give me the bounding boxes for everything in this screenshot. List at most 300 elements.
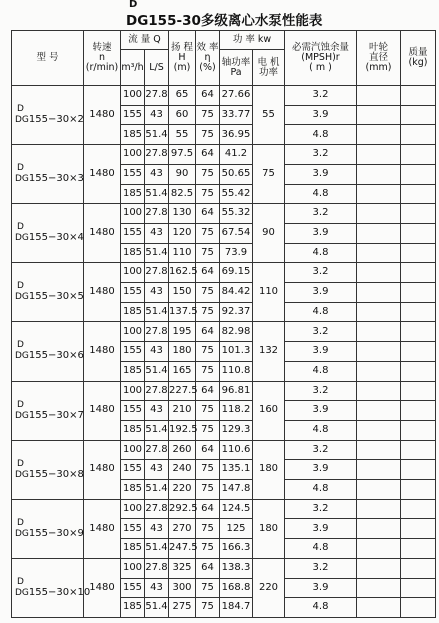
flow-m3h-cell: 185	[121, 302, 145, 322]
mass-cell	[401, 342, 436, 362]
flow-m3h-cell: 100	[121, 86, 145, 106]
shaft-power-cell: 110.8	[220, 361, 253, 381]
speed-cell: 1480	[84, 86, 121, 145]
table-row	[12, 381, 436, 401]
model-number: 155−30×2	[28, 114, 84, 126]
flow-m3h-cell: 185	[121, 598, 145, 618]
shaft-power-cell: 41.2	[220, 145, 253, 165]
flow-m3h-cell: 100	[121, 322, 145, 342]
head-cell: 260	[169, 440, 196, 460]
model-cell	[12, 145, 84, 204]
mass-cell	[401, 125, 436, 145]
npsh-cell: 4.8	[285, 420, 357, 440]
efficiency-cell: 75	[196, 164, 220, 184]
flow-m3h-cell: 155	[121, 401, 145, 421]
npsh-cell: 3.2	[285, 499, 357, 519]
head-cell: 195	[169, 322, 196, 342]
header-speed: 转速 n (r/min)	[84, 31, 121, 86]
flow-m3h-cell: 185	[121, 480, 145, 500]
impeller-cell	[357, 460, 401, 480]
mass-cell	[401, 302, 436, 322]
head-cell: 247.5	[169, 539, 196, 559]
mass-cell	[401, 499, 436, 519]
flow-m3h-cell: 155	[121, 460, 145, 480]
npsh-cell: 3.9	[285, 460, 357, 480]
efficiency-cell: 75	[196, 302, 220, 322]
table-row	[12, 263, 436, 283]
motor-power-cell: 110	[253, 263, 285, 322]
head-cell: 325	[169, 558, 196, 578]
motor-power-cell: 220	[253, 558, 285, 617]
efficiency-cell: 75	[196, 342, 220, 362]
impeller-cell	[357, 263, 401, 283]
head-cell: 270	[169, 519, 196, 539]
impeller-cell	[357, 480, 401, 500]
speed-cell: 1480	[84, 381, 121, 440]
shaft-power-cell: 67.54	[220, 223, 253, 243]
header-flow-ls: L/S	[145, 50, 169, 86]
flow-m3h-cell: 155	[121, 105, 145, 125]
mass-cell	[401, 381, 436, 401]
mass-cell	[401, 184, 436, 204]
flow-m3h-cell: 185	[121, 125, 145, 145]
title-superscript: D	[129, 0, 138, 10]
impeller-cell	[357, 302, 401, 322]
npsh-cell: 3.9	[285, 164, 357, 184]
table-row	[12, 322, 436, 342]
shaft-power-cell: 118.2	[220, 401, 253, 421]
npsh-cell: 4.8	[285, 243, 357, 263]
efficiency-cell: 64	[196, 322, 220, 342]
efficiency-cell: 75	[196, 125, 220, 145]
model-number: 155−30×6	[28, 350, 84, 362]
mass-cell	[401, 86, 436, 106]
impeller-cell	[357, 539, 401, 559]
model-cell	[12, 440, 84, 499]
model-prefix-d: D	[17, 340, 24, 351]
head-cell: 220	[169, 480, 196, 500]
model-prefix-d: D	[17, 104, 24, 115]
header-impeller: 叶轮 直径 (mm)	[357, 31, 401, 86]
model-cell	[12, 204, 84, 263]
model-prefix-d: D	[17, 281, 24, 292]
efficiency-cell: 75	[196, 480, 220, 500]
motor-power-cell: 132	[253, 322, 285, 381]
model-name	[15, 350, 83, 362]
head-cell: 192.5	[169, 420, 196, 440]
head-cell: 82.5	[169, 184, 196, 204]
head-cell: 110	[169, 243, 196, 263]
flow-ls-cell: 43	[145, 401, 169, 421]
mass-cell	[401, 164, 436, 184]
flow-ls-cell: 27.8	[145, 204, 169, 224]
flow-ls-cell: 43	[145, 342, 169, 362]
flow-m3h-cell: 185	[121, 361, 145, 381]
mass-cell	[401, 420, 436, 440]
model-number: 155−30×7	[28, 409, 84, 421]
flow-ls-cell: 43	[145, 223, 169, 243]
npsh-cell: 4.8	[285, 480, 357, 500]
impeller-cell	[357, 342, 401, 362]
mass-cell	[401, 460, 436, 480]
flow-ls-cell: 51.4	[145, 361, 169, 381]
npsh-cell: 3.9	[285, 283, 357, 303]
model-name	[15, 173, 83, 185]
model-number: 155−30×8	[28, 468, 84, 480]
impeller-cell	[357, 440, 401, 460]
flow-ls-cell: 51.4	[145, 539, 169, 559]
mass-cell	[401, 401, 436, 421]
impeller-cell	[357, 184, 401, 204]
shaft-power-cell: 168.8	[220, 578, 253, 598]
npsh-cell: 3.9	[285, 578, 357, 598]
header-model: 型 号	[12, 31, 84, 86]
model-prefix-d: D	[17, 517, 24, 528]
motor-power-cell: 180	[253, 499, 285, 558]
speed-cell: 1480	[84, 263, 121, 322]
header-row-1	[12, 31, 436, 50]
npsh-cell: 4.8	[285, 361, 357, 381]
head-cell: 137.5	[169, 302, 196, 322]
mass-cell	[401, 480, 436, 500]
flow-ls-cell: 27.8	[145, 499, 169, 519]
npsh-cell: 3.2	[285, 322, 357, 342]
npsh-cell: 3.9	[285, 519, 357, 539]
model-prefix-dg: DG	[15, 587, 29, 598]
shaft-power-cell: 36.95	[220, 125, 253, 145]
model-prefix-d: D	[17, 458, 24, 469]
flow-m3h-cell: 100	[121, 440, 145, 460]
efficiency-cell: 64	[196, 558, 220, 578]
motor-power-cell: 180	[253, 440, 285, 499]
header-shaft-power: 轴功率 Pa	[220, 50, 253, 86]
flow-m3h-cell: 185	[121, 420, 145, 440]
impeller-cell	[357, 381, 401, 401]
model-prefix-dg: DG	[15, 115, 29, 126]
head-cell: 130	[169, 204, 196, 224]
flow-ls-cell: 43	[145, 578, 169, 598]
model-prefix-d: D	[17, 163, 24, 174]
shaft-power-cell: 124.5	[220, 499, 253, 519]
flow-m3h-cell: 155	[121, 223, 145, 243]
header-flow-m3h: m³/h	[121, 50, 145, 86]
motor-power-cell: 55	[253, 86, 285, 145]
impeller-cell	[357, 204, 401, 224]
table-row	[12, 558, 436, 578]
model-number: 155−30×9	[28, 527, 84, 539]
speed-cell: 1480	[84, 499, 121, 558]
header-flow: 流 量 Q	[121, 31, 169, 50]
speed-cell: 1480	[84, 322, 121, 381]
flow-m3h-cell: 155	[121, 283, 145, 303]
npsh-cell: 3.2	[285, 204, 357, 224]
model-name	[15, 291, 83, 303]
head-cell: 240	[169, 460, 196, 480]
motor-power-cell: 90	[253, 204, 285, 263]
flow-m3h-cell: 185	[121, 243, 145, 263]
flow-m3h-cell: 155	[121, 578, 145, 598]
model-cell	[12, 322, 84, 381]
shaft-power-cell: 73.9	[220, 243, 253, 263]
shaft-power-cell: 96.81	[220, 381, 253, 401]
shaft-power-cell: 82.98	[220, 322, 253, 342]
mass-cell	[401, 105, 436, 125]
flow-m3h-cell: 100	[121, 145, 145, 165]
efficiency-cell: 75	[196, 460, 220, 480]
flow-m3h-cell: 100	[121, 204, 145, 224]
title-text: DG155-30多级离心水泵性能表	[126, 13, 323, 29]
head-cell: 292.5	[169, 499, 196, 519]
model-prefix-dg: DG	[15, 528, 29, 539]
page-title	[0, 0, 439, 30]
speed-cell: 1480	[84, 145, 121, 204]
efficiency-cell: 75	[196, 420, 220, 440]
model-cell	[12, 558, 91, 617]
efficiency-cell: 75	[196, 223, 220, 243]
motor-power-cell: 160	[253, 381, 285, 440]
flow-ls-cell: 43	[145, 164, 169, 184]
header-mass: 质量 (kg)	[401, 31, 436, 86]
shaft-power-cell: 129.3	[220, 420, 253, 440]
model-prefix-dg: DG	[15, 410, 29, 421]
npsh-cell: 3.2	[285, 145, 357, 165]
efficiency-cell: 75	[196, 519, 220, 539]
flow-m3h-cell: 155	[121, 342, 145, 362]
head-cell: 150	[169, 283, 196, 303]
table-row	[12, 145, 436, 165]
mass-cell	[401, 223, 436, 243]
model-prefix-dg: DG	[15, 233, 29, 244]
table-row	[12, 499, 436, 519]
efficiency-cell: 64	[196, 263, 220, 283]
flow-m3h-cell: 185	[121, 539, 145, 559]
mass-cell	[401, 440, 436, 460]
mass-cell	[401, 558, 436, 578]
flow-ls-cell: 27.8	[145, 145, 169, 165]
head-cell: 300	[169, 578, 196, 598]
model-name	[15, 114, 83, 126]
model-name	[15, 528, 83, 540]
flow-ls-cell: 51.4	[145, 598, 169, 618]
performance-table	[11, 30, 436, 618]
flow-ls-cell: 27.8	[145, 558, 169, 578]
mass-cell	[401, 322, 436, 342]
model-name	[15, 469, 83, 481]
npsh-cell: 4.8	[285, 125, 357, 145]
efficiency-cell: 75	[196, 361, 220, 381]
efficiency-cell: 75	[196, 105, 220, 125]
shaft-power-cell: 138.3	[220, 558, 253, 578]
flow-ls-cell: 43	[145, 105, 169, 125]
mass-cell	[401, 263, 436, 283]
model-name	[15, 586, 91, 599]
npsh-cell: 3.9	[285, 105, 357, 125]
motor-power-cell: 75	[253, 145, 285, 204]
header-npsh: 必需汽蚀余量 (MPSH)r ( m )	[285, 31, 357, 86]
model-cell	[12, 499, 84, 558]
flow-ls-cell: 43	[145, 460, 169, 480]
model-prefix-dg: DG	[15, 292, 29, 303]
shaft-power-cell: 55.32	[220, 204, 253, 224]
flow-ls-cell: 51.4	[145, 420, 169, 440]
shaft-power-cell: 50.65	[220, 164, 253, 184]
npsh-cell: 3.2	[285, 381, 357, 401]
shaft-power-cell: 69.15	[220, 263, 253, 283]
table-body	[12, 86, 436, 618]
flow-ls-cell: 43	[145, 519, 169, 539]
shaft-power-cell: 184.7	[220, 598, 253, 618]
header-head: 扬 程 H (m)	[169, 31, 196, 86]
impeller-cell	[357, 420, 401, 440]
mass-cell	[401, 519, 436, 539]
npsh-cell: 3.9	[285, 223, 357, 243]
shaft-power-cell: 27.66	[220, 86, 253, 106]
model-number: 155−30×3	[28, 173, 84, 185]
speed-cell: 1480	[84, 204, 121, 263]
shaft-power-cell: 125	[220, 519, 253, 539]
impeller-cell	[357, 578, 401, 598]
flow-m3h-cell: 100	[121, 381, 145, 401]
impeller-cell	[357, 322, 401, 342]
npsh-cell: 3.9	[285, 342, 357, 362]
impeller-cell	[357, 125, 401, 145]
flow-m3h-cell: 100	[121, 499, 145, 519]
model-cell	[12, 86, 84, 145]
impeller-cell	[357, 145, 401, 165]
impeller-cell	[357, 164, 401, 184]
impeller-cell	[357, 283, 401, 303]
model-number: 155−30×10	[28, 586, 91, 598]
head-cell: 97.5	[169, 145, 196, 165]
npsh-cell: 3.2	[285, 86, 357, 106]
model-prefix-dg: DG	[15, 351, 29, 362]
efficiency-cell: 75	[196, 401, 220, 421]
head-cell: 55	[169, 125, 196, 145]
flow-m3h-cell: 185	[121, 184, 145, 204]
table-row	[12, 204, 436, 224]
mass-cell	[401, 578, 436, 598]
npsh-cell: 3.2	[285, 440, 357, 460]
model-number: 155−30×4	[28, 232, 84, 244]
shaft-power-cell: 110.6	[220, 440, 253, 460]
mass-cell	[401, 598, 436, 618]
flow-ls-cell: 27.8	[145, 440, 169, 460]
impeller-cell	[357, 598, 401, 618]
head-cell: 60	[169, 105, 196, 125]
efficiency-cell: 75	[196, 283, 220, 303]
table-row	[12, 440, 436, 460]
model-prefix-d: D	[17, 222, 24, 233]
model-cell	[12, 263, 84, 322]
flow-ls-cell: 43	[145, 283, 169, 303]
impeller-cell	[357, 361, 401, 381]
shaft-power-cell: 84.42	[220, 283, 253, 303]
model-name	[15, 410, 83, 422]
head-cell: 90	[169, 164, 196, 184]
impeller-cell	[357, 558, 401, 578]
head-cell: 165	[169, 361, 196, 381]
efficiency-cell: 75	[196, 578, 220, 598]
impeller-cell	[357, 243, 401, 263]
flow-ls-cell: 27.8	[145, 263, 169, 283]
flow-ls-cell: 51.4	[145, 302, 169, 322]
efficiency-cell: 75	[196, 598, 220, 618]
shaft-power-cell: 135.1	[220, 460, 253, 480]
model-cell	[12, 381, 84, 440]
impeller-cell	[357, 105, 401, 125]
header-power: 功 率 kw	[220, 31, 285, 50]
npsh-cell: 4.8	[285, 598, 357, 618]
efficiency-cell: 64	[196, 204, 220, 224]
impeller-cell	[357, 86, 401, 106]
mass-cell	[401, 283, 436, 303]
model-prefix-dg: DG	[15, 469, 29, 480]
shaft-power-cell: 92.37	[220, 302, 253, 322]
flow-ls-cell: 27.8	[145, 322, 169, 342]
impeller-cell	[357, 401, 401, 421]
table-row	[12, 86, 436, 106]
impeller-cell	[357, 499, 401, 519]
impeller-cell	[357, 519, 401, 539]
head-cell: 210	[169, 401, 196, 421]
impeller-cell	[357, 223, 401, 243]
speed-cell: 1480	[84, 558, 121, 617]
flow-ls-cell: 27.8	[145, 381, 169, 401]
flow-ls-cell: 51.4	[145, 125, 169, 145]
shaft-power-cell: 101.3	[220, 342, 253, 362]
efficiency-cell: 75	[196, 243, 220, 263]
efficiency-cell: 75	[196, 184, 220, 204]
efficiency-cell: 64	[196, 145, 220, 165]
npsh-cell: 4.8	[285, 302, 357, 322]
npsh-cell: 4.8	[285, 539, 357, 559]
flow-ls-cell: 27.8	[145, 86, 169, 106]
flow-m3h-cell: 100	[121, 263, 145, 283]
shaft-power-cell: 166.3	[220, 539, 253, 559]
efficiency-cell: 64	[196, 499, 220, 519]
model-prefix-d: D	[17, 399, 24, 410]
model-number: 155−30×5	[28, 291, 84, 303]
head-cell: 180	[169, 342, 196, 362]
model-prefix-d: D	[17, 576, 24, 587]
flow-m3h-cell: 100	[121, 558, 145, 578]
mass-cell	[401, 204, 436, 224]
npsh-cell: 4.8	[285, 184, 357, 204]
mass-cell	[401, 361, 436, 381]
efficiency-cell: 64	[196, 86, 220, 106]
mass-cell	[401, 243, 436, 263]
shaft-power-cell: 55.42	[220, 184, 253, 204]
mass-cell	[401, 145, 436, 165]
flow-ls-cell: 51.4	[145, 480, 169, 500]
efficiency-cell: 64	[196, 381, 220, 401]
speed-cell: 1480	[84, 440, 121, 499]
efficiency-cell: 75	[196, 539, 220, 559]
model-prefix-dg: DG	[15, 174, 29, 185]
flow-m3h-cell: 155	[121, 164, 145, 184]
model-name	[15, 232, 83, 244]
head-cell: 120	[169, 223, 196, 243]
flow-m3h-cell: 155	[121, 519, 145, 539]
shaft-power-cell: 33.77	[220, 105, 253, 125]
header-motor-power: 电 机 功率	[253, 50, 285, 86]
shaft-power-cell: 147.8	[220, 480, 253, 500]
efficiency-cell: 64	[196, 440, 220, 460]
head-cell: 65	[169, 86, 196, 106]
head-cell: 227.5	[169, 381, 196, 401]
flow-ls-cell: 51.4	[145, 243, 169, 263]
header-efficiency: 效 率 η (%)	[196, 31, 220, 86]
